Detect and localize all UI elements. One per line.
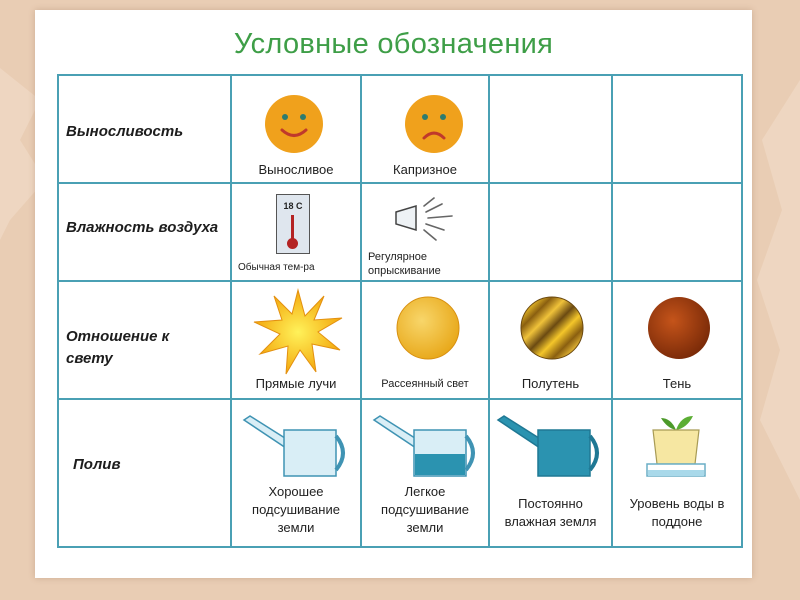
sun-icon <box>252 288 344 376</box>
diffuse-light-icon <box>396 296 460 360</box>
legend-caption-line: Постоянно <box>518 496 583 511</box>
legend-caption-line: Уровень воды в <box>629 496 725 511</box>
legend-caption-line: поддоне <box>651 514 703 529</box>
legend-cell <box>361 183 489 281</box>
row-label-cell <box>58 399 231 547</box>
legend-cell <box>231 75 361 183</box>
legend-cell <box>361 399 489 547</box>
watering-can-empty-icon <box>242 414 350 478</box>
legend-caption-line: земли <box>406 520 444 535</box>
smiley-happy-icon <box>264 94 324 154</box>
thermometer-icon <box>276 194 310 254</box>
row-label-cell <box>58 183 231 281</box>
legend-table <box>57 74 743 548</box>
legend-slide <box>35 10 752 578</box>
table-row <box>58 75 742 183</box>
page-title: Условные обозначения <box>233 28 554 60</box>
legend-cell <box>231 281 361 399</box>
row-label-cell <box>58 281 231 399</box>
legend-cell <box>612 281 742 399</box>
legend-caption: Выносливое <box>258 162 334 177</box>
legend-caption: Полутень <box>521 376 580 391</box>
legend-cell <box>231 399 361 547</box>
legend-caption: Капризное <box>393 162 457 177</box>
legend-cell <box>231 183 361 281</box>
legend-caption: Рассеянный свет <box>381 378 469 390</box>
legend-caption-line: подсушивание <box>252 502 340 517</box>
legend-caption: Прямые лучи <box>255 376 337 391</box>
row-label-line: свету <box>66 350 113 367</box>
legend-caption-line: опрыскивание <box>368 265 441 277</box>
table-row <box>58 281 742 399</box>
legend-caption-line: земли <box>277 520 315 535</box>
legend-caption-line: Легкое <box>404 484 446 499</box>
legend-cell-empty <box>612 75 742 183</box>
legend-caption-line: подсушивание <box>381 502 469 517</box>
pot-in-tray-icon <box>643 408 709 484</box>
legend-cell <box>361 281 489 399</box>
legend-cell-empty <box>612 183 742 281</box>
legend-caption-line: Регулярное <box>368 251 428 263</box>
watering-can-half-icon <box>372 414 480 478</box>
row-label: Влажность воздуха <box>66 219 219 236</box>
legend-caption: Обычная тем-ра <box>238 262 315 273</box>
legend-cell <box>612 399 742 547</box>
table-row <box>58 183 742 281</box>
thermometer-label: 18 С <box>283 201 303 211</box>
legend-cell <box>489 281 612 399</box>
legend-caption: Тень <box>662 376 692 391</box>
table-row <box>58 399 742 547</box>
sprayer-icon <box>392 196 462 244</box>
row-label: Полив <box>73 456 121 473</box>
partial-shade-icon <box>520 296 584 360</box>
row-label-line: Отношение к <box>66 328 170 345</box>
row-label-cell <box>58 75 231 183</box>
legend-cell-empty <box>489 75 612 183</box>
legend-caption-line: влажная земля <box>504 514 597 529</box>
legend-cell-empty <box>489 183 612 281</box>
legend-caption-line: Хорошее <box>268 484 324 499</box>
watering-can-full-icon <box>496 414 604 478</box>
legend-cell <box>489 399 612 547</box>
background-leaf-right <box>752 80 800 500</box>
legend-cell <box>361 75 489 183</box>
smiley-sad-icon <box>404 94 464 154</box>
shade-icon <box>647 296 711 360</box>
row-label: Выносливость <box>66 123 184 140</box>
